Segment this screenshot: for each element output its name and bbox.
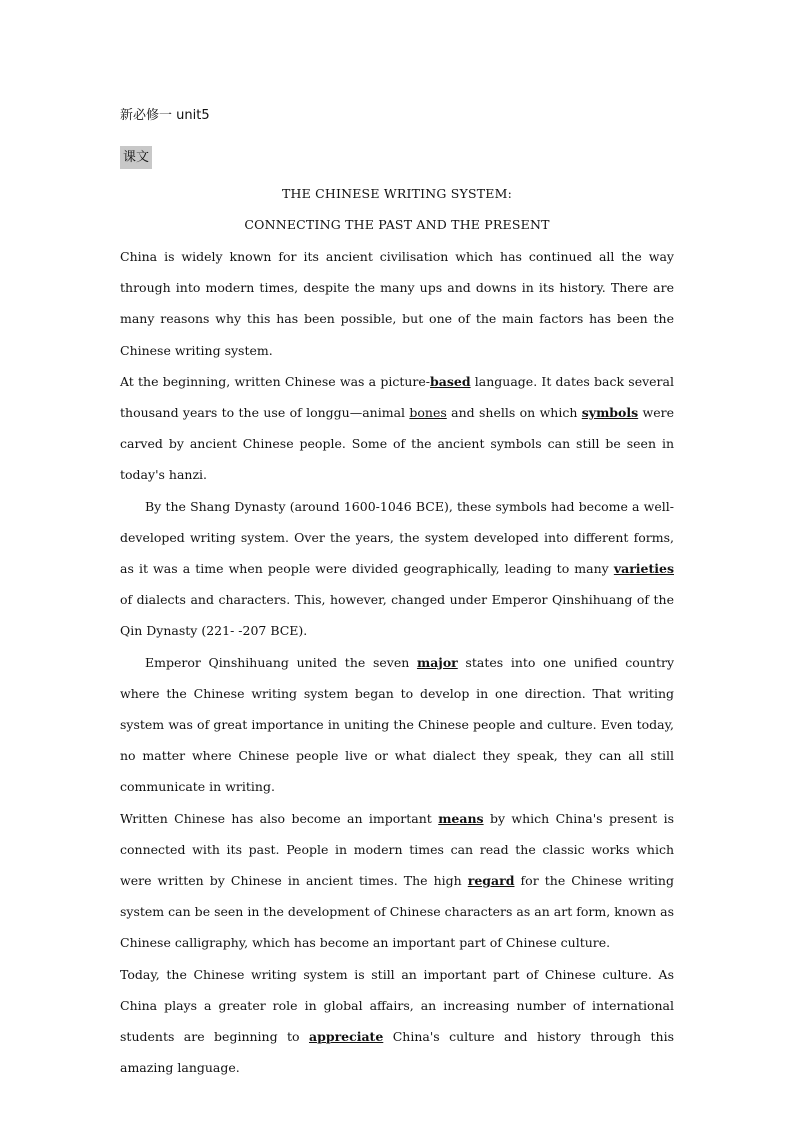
paragraph-3 xyxy=(120,491,674,647)
paragraph-5 xyxy=(120,803,674,959)
keyword-based: based xyxy=(430,373,471,389)
paragraph-text: Today, the Chinese writing system is still an important part of Chinese culture. As China plays a greater role in global affairs, an increasing number of international students are beginning to xyxy=(120,966,674,1045)
paragraph-1 xyxy=(120,241,674,366)
article-body xyxy=(120,241,674,1083)
paragraph-text: At the beginning, written Chinese was a picture- xyxy=(120,373,431,389)
unit-label: 新必修一 unit5 xyxy=(120,108,210,123)
keyword-appreciate: appreciate xyxy=(308,1029,384,1045)
section-tag-highlighted: 课文 xyxy=(120,146,152,169)
paragraph-text: Written Chinese has also become an important xyxy=(120,810,439,826)
article-title-line-1: THE CHINESE WRITING SYSTEM: xyxy=(281,186,513,201)
keyword-varieties: varieties xyxy=(613,561,674,577)
paragraph-4 xyxy=(120,647,674,803)
paragraph-text: China is widely known for its ancient civilisation which has continued all the way through into modern times, despite the many ups and downs in its history. There are many reasons why this has been possible, but one of the main factors has been the Chinese writing system. xyxy=(120,249,674,358)
paragraph-text: were carved by ancient Chinese people. Some of the ancient symbols can still be seen in today's hanzi. xyxy=(120,405,674,483)
keyword-regard: regard xyxy=(467,873,515,889)
paragraph-2 xyxy=(120,366,674,491)
paragraph-text: language. It dates back several thousand years to the use of longgu—animal xyxy=(120,373,674,421)
paragraph-text: Emperor Qinshihuang united the seven xyxy=(145,654,417,670)
paragraph-text: by which China's present is connected with its past. People in modern times can read the classic works which were written by Chinese in ancient times. The high xyxy=(120,810,674,889)
paragraph-text: for the Chinese writing system can be seen in the development of Chinese characters as an art form, known as Chinese calligraphy, which has become an important part of Chinese culture. xyxy=(120,873,674,951)
paragraph-text: of dialects and characters. This, however, changed under Emperor Qinshihuang of the Qin Dynasty (221- -207 BCE). xyxy=(120,592,674,639)
paragraph-6 xyxy=(120,959,674,1084)
keyword-major: major xyxy=(416,654,458,670)
paragraph-text: and shells on which xyxy=(446,405,582,421)
underlined-word-bones: bones xyxy=(409,405,447,421)
paragraph-text: China's culture and history through this amazing language. xyxy=(120,1029,674,1076)
keyword-means: means xyxy=(438,810,484,826)
article-title-line-2: CONNECTING THE PAST AND THE PRESENT xyxy=(244,217,550,232)
paragraph-text: By the Shang Dynasty (around 1600-1046 BCE), these symbols had become a well-developed writing system. Over the years, the system developed into different forms, as it was a time when people were divided geographically, leading to many xyxy=(120,498,674,577)
keyword-symbols: symbols xyxy=(581,405,639,421)
paragraph-text: states into one unified country where the Chinese writing system began to develop in one direction. That writing system was of great importance in uniting the Chinese people and culture. Even today, no matter where Chinese people live or what dialect they speak, they can all still communicate in writing. xyxy=(120,654,674,795)
